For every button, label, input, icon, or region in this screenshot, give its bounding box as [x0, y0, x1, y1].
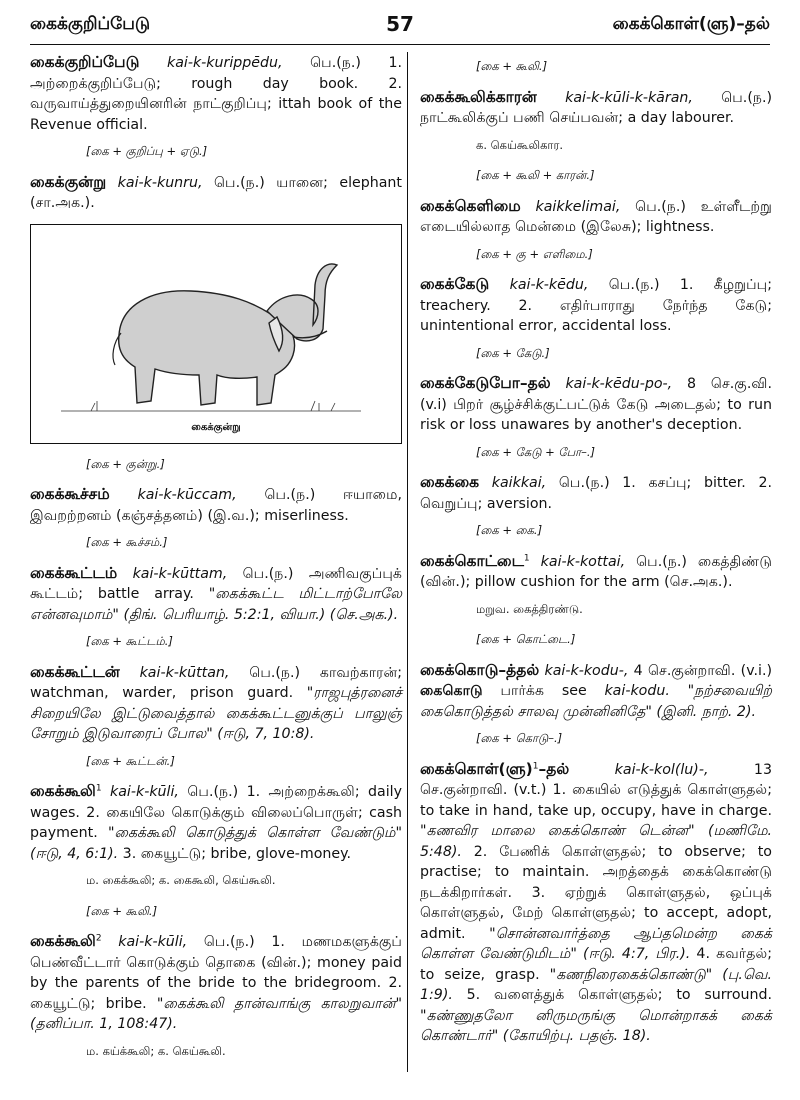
- etymology: [கை + கேடு.]: [476, 345, 550, 360]
- headword: கைக்கொடு–த்தல்: [420, 660, 540, 679]
- homonym-number: 1: [523, 552, 530, 563]
- definition: பெ.(ந.) அணிவகுப்புக் கூட்டம்; battle array.: [30, 565, 402, 602]
- header-right-guideword: கைக்கொள்(ளு)–தல்: [612, 14, 770, 34]
- citation-quote: "ராஜபுத்ரனைச் சிறையிலே இட்டுவைத்தால் கைக்கூட்டனுக்குப் பாலுஞ் சோறும் இடுவாரைப் போல" (ஈடு, 7, 10:8).: [30, 685, 402, 742]
- column-divider: [407, 52, 408, 1072]
- left-column: [30, 52, 402, 1071]
- citation-quote: "கண்ணுதலோ னிருமருங்கு மொன்றாகக் கைக் கொண்டார்" (கோயிற்பு. பதஞ். 18).: [420, 1007, 772, 1044]
- definition-continued: பார்க்க see: [482, 683, 605, 699]
- entry-kaikkedupo: [420, 373, 772, 436]
- transliteration: kai-k-kūccam,: [137, 487, 237, 503]
- etymology: [கை + கு + எளிமை.]: [476, 246, 593, 261]
- headword-suffix: –தல்: [538, 759, 570, 778]
- definition: பெ.(ந.) 1. அற்றைக்குறிப்பேடு; rough day book. 2. வருவாய்த்துறையினரின் நாட்குறிப்பு; ittah book of the Revenue official.: [30, 55, 402, 133]
- definition: பெ.(ந.) நாட்கூலிக்குப் பணி செய்பவன்; a day labourer.: [420, 89, 772, 126]
- definition: பெ.(ந.) காவற்காரன்; watchman, warder, prison guard.: [30, 664, 402, 701]
- definition-continued: 3. கையூட்டு; bribe, glove-money.: [118, 845, 352, 862]
- transliteration: kai-k-kol(lu)-,: [614, 761, 709, 778]
- definition: 8 செ.கு.வி. (v.i) பிறர் சூழ்ச்சிக்குட்பட்டுக் கேடு அடைதல்; to run risk or loss unawares by another's deception.: [420, 376, 772, 433]
- etymology: [கை + கூலி.]: [86, 903, 158, 918]
- entry-kaikkuli-2: [30, 931, 402, 1035]
- definition: பெ.(ந.) 1. கசப்பு; bitter. 2. வெறுப்பு; aversion.: [420, 475, 772, 512]
- citation-quote: "கைக்கூட்ட மிட்டாற்போலே என்னவுமாம்" (திங். பெரியாழ். 5:2:1, வியா.) (செ.அக.).: [30, 586, 402, 623]
- citation-quote: "கணநிரைகைக்கொண்டு" (பு.வெ. 1:9).: [420, 966, 772, 1003]
- transliteration: kai-k-kēdu,: [509, 277, 589, 293]
- definition-continued: 2. பேணிக் கொள்ளுதல்; to observe; to practise; to maintain. அறத்தைக் கைக்கொண்டு நடக்கிறார்கள். 3. ஏற்றுக் கொள்ளுதல், ஒப்புக் கொள்ளுதல், மேற் கொள்ளுதல்; to accept, adopt, admit.: [420, 843, 772, 942]
- entry-kaikkodu: [420, 660, 772, 723]
- cognates: க. கெய்கூலிகார.: [476, 137, 564, 152]
- transliteration: kai-k-kottai,: [540, 553, 626, 570]
- headword: கைக்கூச்சம்: [30, 485, 110, 503]
- etymology: [கை + கூலி + காரன்.]: [476, 168, 595, 182]
- cognates: ம. கய்க்கூலி; க. கெய்கூலி.: [86, 1043, 226, 1058]
- entry-kaikkuccam: [30, 484, 402, 526]
- entry-kaikkuttan: [30, 662, 402, 745]
- etymology: [கை + கொட்டை.]: [476, 632, 576, 646]
- etymology: [கை + குன்று.]: [86, 456, 165, 471]
- illustration-caption: கைக்குன்று: [191, 422, 241, 433]
- transliteration: kai-k-kūli-k-kāran,: [565, 89, 693, 106]
- etymology: [கை + கேடு + போ–.]: [476, 444, 596, 459]
- citation-quote: "கைக்கூலி தான்வாங்கு காலறுவான்" (தனிப்பா. 1, 108:47).: [30, 995, 402, 1032]
- headword: கைக்குறிப்பேடு: [30, 53, 140, 71]
- entry-kaikkulikkaran: [420, 87, 772, 129]
- headword: கைக்கேடுபோ–தல்: [420, 374, 551, 392]
- running-head: [30, 14, 770, 44]
- etymology: [கை + கூலி.]: [476, 59, 548, 73]
- entry-kaikkottai-1: [420, 551, 772, 593]
- definition: 4 செ.குன்றாவி. (v.i.): [628, 662, 772, 679]
- headword: கைக்கூலிக்காரன்: [420, 87, 537, 106]
- transliteration: kaikkelimai,: [535, 198, 621, 215]
- etymology: [கை + குறிப்பு + ஏடு.]: [86, 144, 208, 158]
- entry-kaikkuttam: [30, 563, 402, 626]
- definition-continued: 5. வளைத்துக் கொள்ளுதல்; to surround.: [452, 987, 772, 1003]
- definition: பெ.(ந.) 1. அற்றைக்கூலி; daily wages. 2. கையிலே கொடுக்கும் விலைப்பொருள்; cash payment.: [30, 784, 403, 841]
- entry-kaikkollu: [420, 759, 772, 1047]
- page-number: 57: [386, 12, 414, 36]
- definition: பெ.(ந.) ஈயாமை, இவறற்றனம் (கஞ்சத்தனம்) (இ.வ.); miserliness.: [30, 487, 402, 524]
- definition-continued: 4. கவர்தல்; to seize, grasp.: [420, 946, 773, 983]
- headword: கைக்கூட்டம்: [30, 563, 118, 582]
- transliteration: kai-k-kūttam,: [132, 565, 228, 582]
- headword: கைக்கூட்டன்: [30, 662, 120, 681]
- entry-kaikkunru: [30, 172, 402, 214]
- etymology: [கை + கூட்டன்.]: [86, 753, 175, 768]
- definition: பெ.(ந.) 1. மணமகளுக்குப் பெண்வீட்டார் கொடுக்கும் தொகை (வின்.); money paid by the parents of the bride to the bridegroom. 2. கையூட்டு; bribe.: [30, 934, 402, 1012]
- etymology: [கை + கை.]: [476, 523, 543, 537]
- headword: கைக்கேடு: [420, 275, 490, 293]
- header-left-guideword: கைக்குறிப்பேடு: [30, 14, 151, 34]
- right-column: [420, 52, 772, 1053]
- transliteration: kai-k-kūli,: [118, 934, 188, 950]
- citation-quote: "சொன்னவார்த்தை ஆப்தமென்ற கைக் கொள்ள வேண்டுமிடம்" (ஈடு. 4:7, பிர.).: [420, 925, 773, 962]
- headword: கைக்கொள்(ளு): [420, 759, 533, 778]
- cognates: ம. கைக்கூலி; க. கைகூலி, கெய்கூலி.: [86, 873, 276, 887]
- entry-kaikkuli-1: [30, 781, 402, 864]
- definition: 13 செ.குன்றாவி. (v.t.) 1. கையில் எடுத்துக் கொள்ளுதல்; to take in hand, take up, occupy, have in charge.: [420, 761, 772, 819]
- transliteration: kai-k-kūli,: [110, 784, 179, 800]
- homonym-number: 1: [532, 760, 539, 771]
- citation-quote: "கணவிர மாலை கைக்கொண் டென்ன" (மணிமே. 5:48).: [420, 823, 772, 860]
- citation-quote: "கைக்கூலி கொடுத்துக் கொள்ள வேண்டும்" (ஈடு, 4, 6:1).: [30, 825, 402, 862]
- transliteration: kai-k-kodu-,: [544, 662, 629, 679]
- cross-reference-link: kai-kodu.: [604, 683, 670, 699]
- homonym-number: 1: [95, 783, 102, 794]
- transliteration: kai-k-kurippēdu,: [167, 55, 283, 71]
- etymology: [கை + கொடு–.]: [476, 731, 563, 745]
- headword: கைக்கை: [420, 473, 480, 491]
- header-rule: [30, 44, 770, 45]
- transliteration: kai-k-kunru,: [117, 174, 203, 191]
- citation-quote: "நற்சவையிற் கைகொடுத்தல் சாலவு முன்னினிதே" (இனி. நாற். 2).: [420, 683, 772, 720]
- definition: பெ.(ந.) கைத்திண்டு (வின்.); pillow cushion for the arm (செ.அக.).: [420, 553, 772, 590]
- headword: கைக்கெளிமை: [420, 196, 521, 215]
- headword: கைக்குன்று: [30, 172, 107, 191]
- definition: பெ.(ந.) 1. கீழறுப்பு; treachery. 2. எதிர்பாராது நேர்ந்த கேடு; unintentional error, accidental loss.: [420, 277, 773, 334]
- cognates: மறுவ. கைத்திரண்டு.: [476, 601, 583, 616]
- etymology: [கை + கூச்சம்.]: [86, 535, 168, 549]
- headword: கைக்கொட்டை: [420, 551, 524, 570]
- transliteration: kai-k-kūttan,: [139, 664, 230, 681]
- elephant-illustration: [30, 224, 402, 444]
- homonym-number: 2: [95, 933, 102, 944]
- entry-kaikkedu: [420, 274, 772, 337]
- elephant-icon: [31, 225, 401, 443]
- definition: பெ.(ந.) யானை; elephant (சா.அக.).: [30, 174, 402, 211]
- entry-kaikkai: [420, 472, 772, 514]
- transliteration: kaikkai,: [491, 475, 547, 491]
- cross-reference-headword: கைகொடு: [420, 683, 483, 699]
- headword: கைக்கூலி: [30, 932, 96, 950]
- definition: பெ.(ந.) உள்ளீடற்று எடையில்லாத மென்மை (இலேசு); lightness.: [420, 198, 772, 235]
- transliteration: kai-k-kēdu-po-,: [565, 376, 673, 392]
- entry-kaikkelimai: [420, 196, 772, 238]
- entry-kaikkurippedu: [30, 52, 402, 135]
- headword: கைக்கூலி: [30, 782, 96, 800]
- etymology: [கை + கூட்டம்.]: [86, 634, 173, 648]
